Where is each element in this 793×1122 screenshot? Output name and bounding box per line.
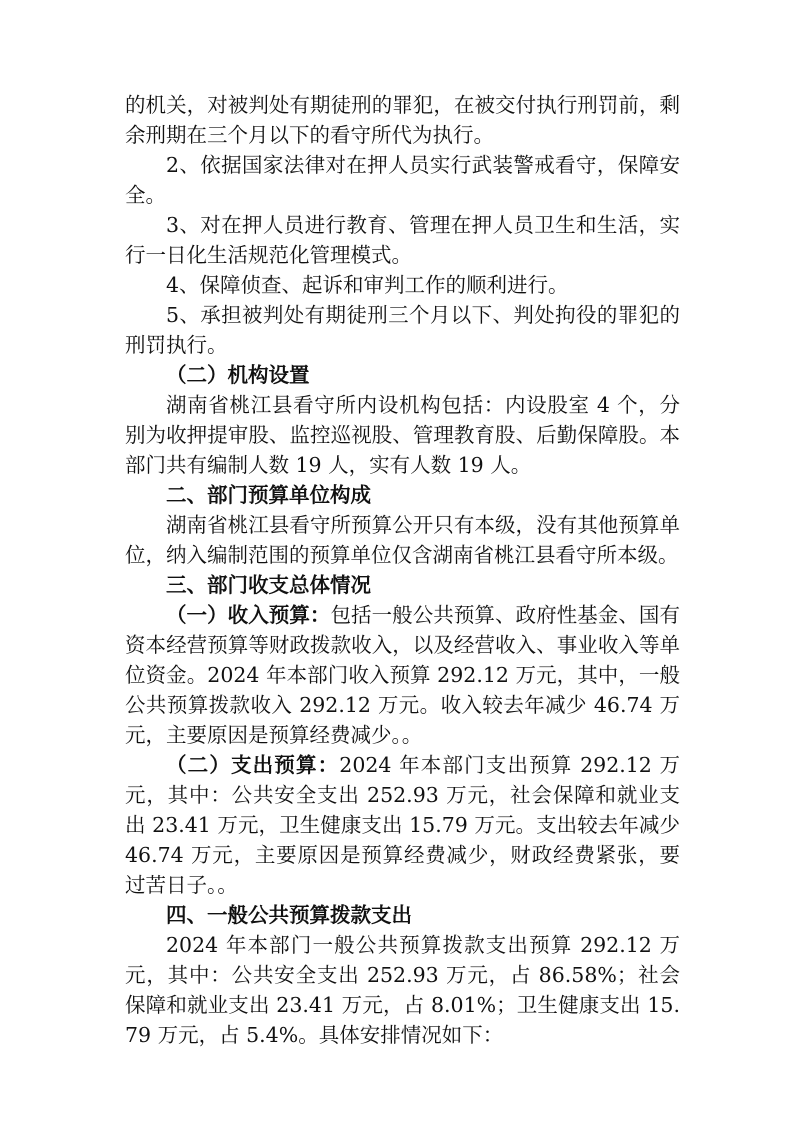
general-paragraph: 2024 年本部门一般公共预算拨款支出预算 292.12 万元，其中：公共安全支出 252.93 万元，占 86.58%；社会保障和就业支出 23.41 万元，占 8.01%；卫生健康支出 15.79 万元，占 5.4%。具体安排情况如下： — [125, 933, 680, 1047]
paragraph-1: 的机关，对被判处有期徒刑的罪犯，在被交付执行刑罚前，剩余刑期在三个月以下的看守所代为执行。 — [125, 93, 680, 147]
budget-units-heading: 二、部门预算单位构成 — [166, 483, 371, 507]
paragraph-2: 2、依据国家法律对在押人员实行武装警戒看守，保障安全。 — [125, 153, 680, 207]
org-paragraph: 湖南省桃江县看守所内设机构包括：内设股室 4 个，分别为收押提审股、监控巡视股、管理教育股、后勤保障股。本部门共有编制人数 19 人，实有人数 19 人。 — [125, 393, 680, 477]
overall-heading: 三、部门收支总体情况 — [166, 573, 371, 597]
org-heading: （二）机构设置 — [166, 363, 310, 387]
income-text: 包括一般公共预算、政府性基金、国有资本经营预算等财政拨款收入，以及经营收入、事业收入等单位资金。2024 年本部门收入预算 292.12 万元，其中，一般公共预算拨款收入 292.12 万元。收入较去年减少 46.74 万元，主要原因是预算经费减少。。 — [125, 603, 680, 747]
expense-lead: （二）支出预算： — [166, 753, 340, 777]
general-heading: 四、一般公共预算拨款支出 — [166, 903, 412, 927]
expense-paragraph — [125, 750, 680, 900]
document-body — [125, 90, 680, 1050]
budget-units-paragraph: 湖南省桃江县看守所预算公开只有本级，没有其他预算单位，纳入编制范围的预算单位仅含湖南省桃江县看守所本级。 — [125, 513, 680, 567]
paragraph-5: 5、承担被判处有期徒刑三个月以下、判处拘役的罪犯的刑罚执行。 — [125, 303, 680, 357]
paragraph-4: 4、保障侦查、起诉和审判工作的顺利进行。 — [166, 273, 569, 297]
income-paragraph — [125, 600, 680, 750]
income-lead: （一）收入预算： — [166, 603, 331, 627]
expense-text: 2024 年本部门支出预算 292.12 万元，其中：公共安全支出 252.93 万元，社会保障和就业支出 23.41 万元，卫生健康支出 15.79 万元。支出较去年减少 46.74 万元，主要原因是预算经费减少，财政经费紧张，要过苦日子。。 — [125, 753, 681, 897]
paragraph-3: 3、对在押人员进行教育、管理在押人员卫生和生活，实行一日化生活规范化管理模式。 — [125, 213, 680, 267]
